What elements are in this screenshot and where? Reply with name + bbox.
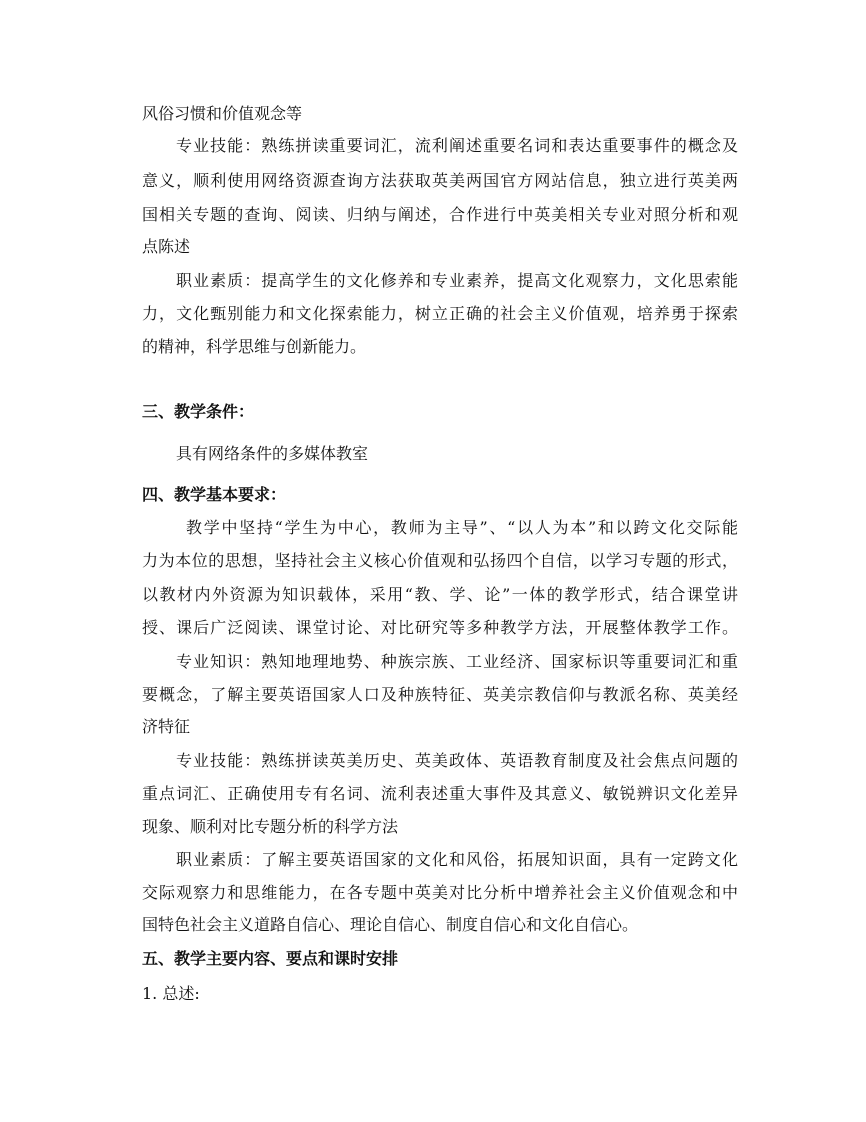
text-line: 交际观察力和思维能力，在各专题中英美对比分析中增养社会主义价值观念和中 (142, 883, 738, 902)
section-heading-main-content: 五、教学主要内容、要点和课时安排 (142, 949, 399, 968)
paragraph-professional-quality-line-1: 职业素质：提高学生的文化修养和专业素养，提高文化观察力，文化思索能 (176, 271, 738, 290)
paragraph-knowledge-line-1: 专业知识：熟知地理地势、种族宗族、工业经济、国家标识等重要词汇和重 (176, 652, 738, 671)
text-line: 意义，顺利使用网络资源查询方法获取英美两国官方网站信息，独立进行英美两 (142, 171, 738, 190)
text-line: 以教材内外资源为知识载体，采用“教、学、论”一体的教学形式，结合课堂讲 (142, 585, 738, 604)
text-line: 的精神，科学思维与创新能力。 (142, 337, 367, 356)
text-line: 力为本位的思想，坚持社会主义核心价值观和弘扬四个自信，以学习专题的形式， (142, 551, 738, 570)
section-heading-basic-requirements: 四、教学基本要求： (142, 485, 287, 504)
section-heading-teaching-conditions: 三、教学条件： (142, 402, 255, 421)
text-line: 风俗习惯和价值观念等 (142, 104, 303, 123)
paragraph-professional-skills-line-1: 专业技能：熟练拼读重要词汇，流利阐述重要名词和表达重要事件的概念及 (176, 136, 738, 155)
text-line: 力，文化甄别能力和文化探索能力，树立正确的社会主义价值观，培养勇于探索 (142, 304, 738, 323)
paragraph-requirements-line-1: 教学中坚持“学生为中心，教师为主导”、“以人为本”和以跨文化交际能 (186, 518, 738, 537)
text-line: 要概念，了解主要英语国家人口及种族特征、英美宗教信仰与教派名称、英美经 (142, 685, 738, 704)
text-line: 重点词汇、正确使用专有名词、流利表述重大事件及其意义、敏锐辨识文化差异 (142, 784, 738, 803)
text-line: 济特征 (142, 717, 191, 736)
subsection-overview-label: 1. 总述: (142, 984, 200, 1003)
text-line: 国相关专题的查询、阅读、归纳与阐述，合作进行中英美相关专业对照分析和观 (142, 205, 738, 224)
text-line: 具有网络条件的多媒体教室 (176, 444, 369, 463)
text-line: 现象、顺利对比专题分析的科学方法 (142, 817, 399, 836)
text-line: 授、课后广泛阅读、课堂讨论、对比研究等多种教学方法，开展整体教学工作。 (142, 618, 738, 637)
text-line: 国特色社会主义道路自信心、理论自信心、制度自信心和文化自信心。 (142, 915, 639, 934)
text-line: 点陈述 (142, 237, 191, 256)
paragraph-skills-line-1: 专业技能：熟练拼读英美历史、英美政体、英语教育制度及社会焦点问题的 (176, 751, 738, 770)
paragraph-quality-line-1: 职业素质：了解主要英语国家的文化和风俗，拓展知识面，具有一定跨文化 (176, 850, 738, 869)
